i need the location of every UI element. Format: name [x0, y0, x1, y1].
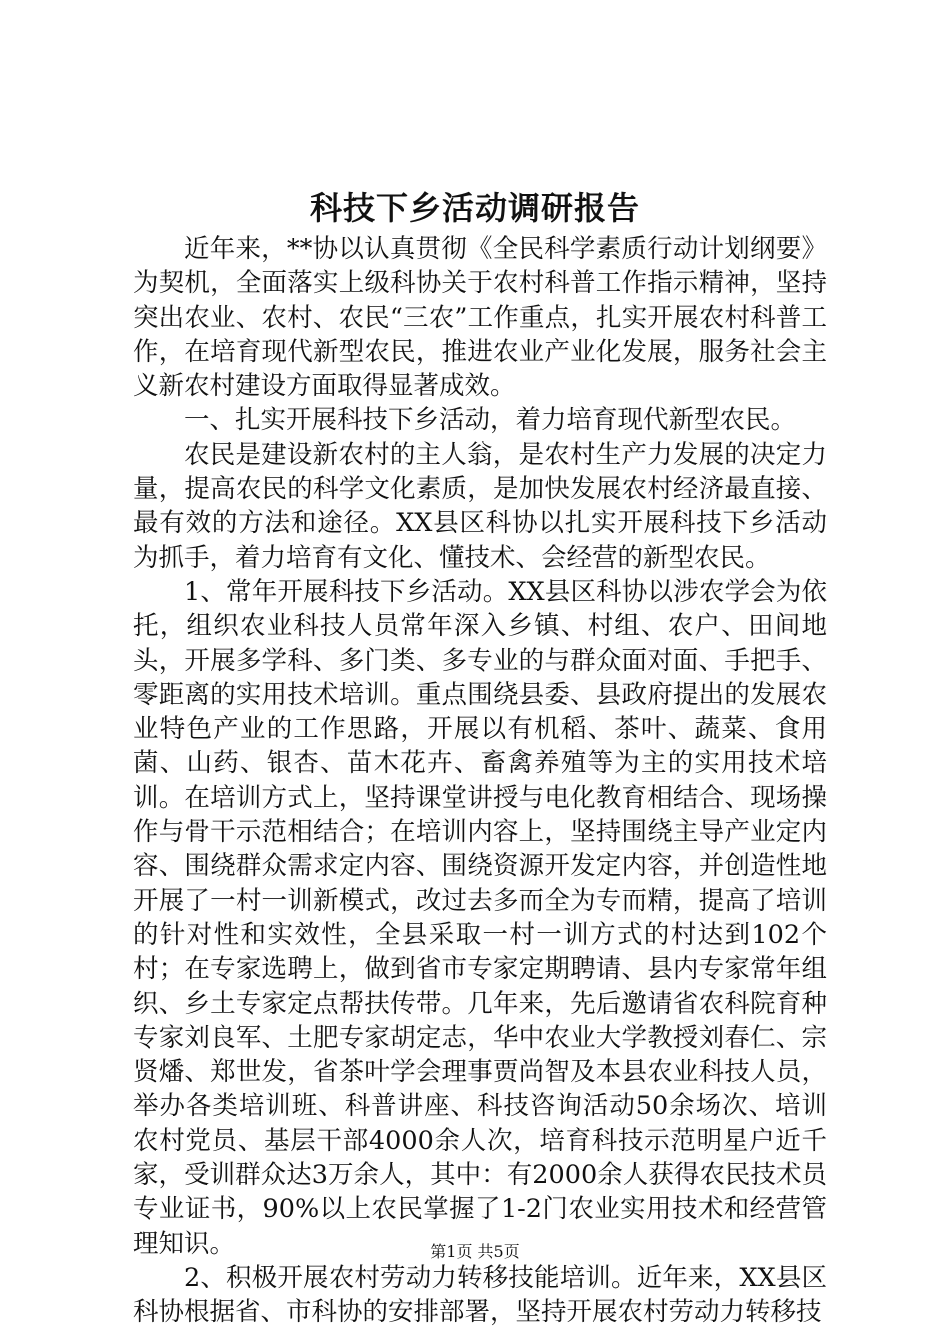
document-body: [133, 232, 827, 1330]
paragraph-intro: 近年来，**协以认真贯彻《全民科学素质行动计划纲要》为契机，全面落实上级科协关于农村科普工作指示精神，坚持突出农业、农村、农民“三农”工作重点，扎实开展农村科普工作，在培育现代新型农民，推进农业产业化发展，服务社会主义新农村建设方面取得显著成效。: [133, 234, 827, 402]
paragraph-section-heading: 一、扎实开展科技下乡活动，着力培育现代新型农民。: [184, 405, 797, 436]
paragraph-item-1: 1、常年开展科技下乡活动。XX县区科协以涉农学会为依托，组织农业科技人员常年深入乡镇、村组、农户、田间地头，开展多学科、多门类、多专业的与群众面对面、手把手、零距离的实用技术培训。重点围绕县委、县政府提出的发展农业特色产业的工作思路，开展以有机稻、茶叶、蔬菜、食用菌、山药、银杏、苗木花卉、畜禽养殖等为主的实用技术培训。在培训方式上，坚持课堂讲授与电化教育相结合、现场操作与骨干示范相结合；在培训内容上，坚持围绕主导产业定内容、围绕群众需求定内容、围绕资源开发定内容，并创造性地开展了一村一训新模式，改过去多而全为专而精，提高了培训的针对性和实效性，全县采取一村一训方式的村达到102个村；在专家选聘上，做到省市专家定期聘请、县内专家常年组织、乡土专家定点帮扶传带。几年来，先后邀请省农科院育种专家刘良军、土肥专家胡定志，华中农业大学教授刘春仁、宗贤燔、郑世发，省茶叶学会理事贾尚智及本县农业科技人员，举办各类培训班、科普讲座、科技咨询活动50余场次、培训农村党员、基层干部4000余人次，培育科技示范明星户近千家，受训群众达3万余人，其中：有2000余人获得农民技术员专业证书，90%以上农民掌握了1-2门农业实用技术和经营管理知识。: [133, 576, 827, 1259]
paragraph-farmers: 农民是建设新农村的主人翁，是农村生产力发展的决定力量，提高农民的科学文化素质，是加快发展农村经济最直接、最有效的方法和途径。XX县区科协以扎实开展科技下乡活动为抓手，着力培育有文化、懂技术、会经营的新型农民。: [133, 439, 827, 573]
page-footer: 第1页 共5页: [430, 1242, 520, 1261]
document-title: 科技下乡活动调研报告: [309, 189, 640, 227]
paragraph-item-2: 2、积极开展农村劳动力转移技能培训。近年来，XX县区科协根据省、市科协的安排部署，坚持开展农村劳动力转移技: [133, 1262, 827, 1328]
